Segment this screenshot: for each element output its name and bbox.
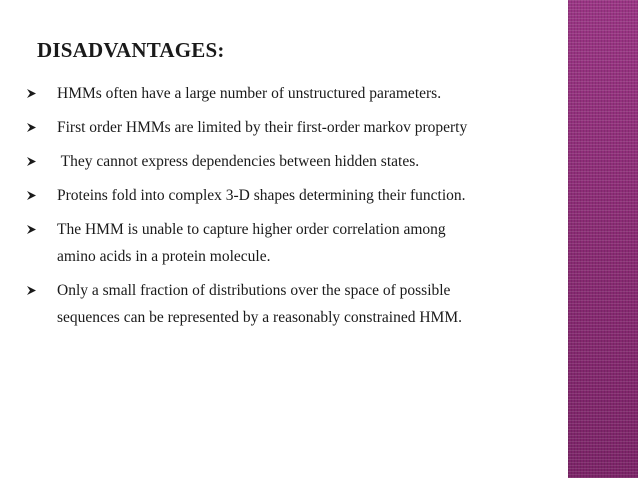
bullet-item (26, 277, 546, 331)
chevron-arrow-right-icon (26, 285, 37, 296)
chevron-arrow-right-icon (26, 156, 37, 167)
bullet-list (26, 80, 546, 338)
slide-title: DISADVANTAGES: (37, 38, 225, 62)
bullet-item (26, 80, 546, 107)
bullet-text: First order HMMs are limited by their first-order markov property (57, 119, 468, 136)
chevron-arrow-right-icon (26, 88, 37, 99)
bullet-text-continuation: amino acids in a protein molecule. (57, 248, 271, 265)
bullet-text: HMMs often have a large number of unstructured parameters. (57, 85, 442, 102)
bullet-item (26, 114, 546, 141)
chevron-arrow-right-icon (26, 190, 37, 201)
chevron-arrow-right-icon (26, 122, 37, 133)
bullet-item (26, 216, 546, 270)
chevron-arrow-right-icon (26, 224, 37, 235)
bullet-text: Only a small fraction of distributions over the space of possible (57, 282, 451, 299)
bullet-text-continuation: sequences can be represented by a reasonably constrained HMM. (57, 309, 462, 326)
bullet-item (26, 182, 546, 209)
bullet-text: The HMM is unable to capture higher order correlation among (57, 221, 446, 238)
decorative-side-band (568, 0, 638, 478)
bullet-text: They cannot express dependencies between hidden states. (57, 153, 420, 170)
bullet-text: Proteins fold into complex 3-D shapes determining their function. (57, 187, 466, 204)
bullet-item (26, 148, 546, 175)
